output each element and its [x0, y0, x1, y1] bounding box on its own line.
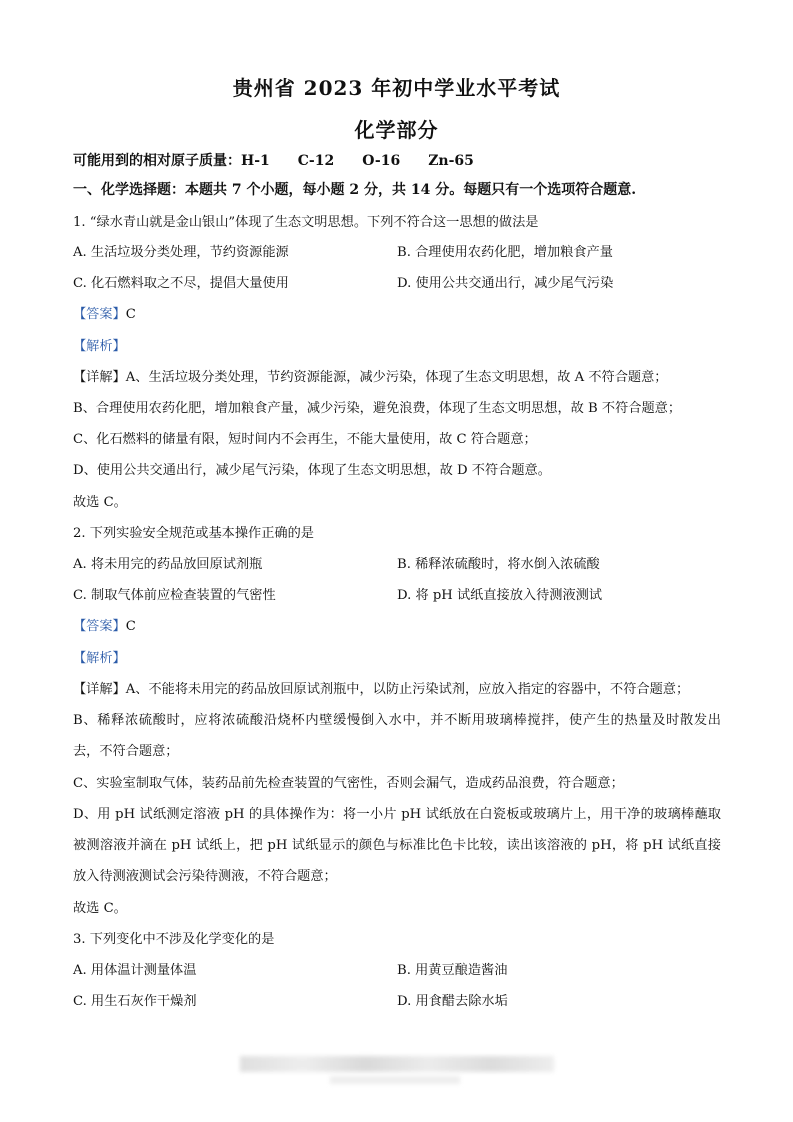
question-2-option-b: B. 稀释浓硫酸时，将水倒入浓硫酸 — [397, 557, 600, 572]
question-1-analysis-tag: 【解析】 — [73, 339, 126, 354]
page-subtitle: 化学部分 — [354, 118, 439, 142]
question-1-detail-d: D、使用公共交通出行，减少尾气污染，体现了生态文明思想，故 D 不符合题意。 — [73, 463, 551, 478]
detail-tag: 【详解】 — [73, 370, 126, 385]
question-1-option-d: D. 使用公共交通出行，减少尾气污染 — [397, 276, 614, 291]
question-1-option-b: B. 合理使用农药化肥，增加粮食产量 — [397, 245, 613, 260]
question-1-detail-line — [73, 370, 668, 386]
question-2-option-a: A. 将未用完的药品放回原试剂瓶 — [73, 557, 263, 572]
detail-text: A、不能将未用完的药品放回原试剂瓶中，以防止污染试剂，应放入指定的容器中，不符合题意； — [125, 682, 690, 697]
question-3-option-a: A. 用体温计测量体温 — [73, 963, 197, 978]
question-2-analysis-tag: 【解析】 — [73, 651, 126, 666]
question-1-detail-c: C、化石燃料的储量有限，短时间内不会再生，不能大量使用，故 C 符合题意； — [73, 432, 537, 447]
question-2-detail-d-cont1: 被测溶液并滴在 pH 试纸上，把 pH 试纸显示的颜色与标准比色卡比较，读出该溶液的 pH，将 pH 试纸直接 — [73, 838, 721, 853]
atomic-mass-line: 可能用到的相对原子质量：H-1 C-12 O-16 Zn-65 — [73, 153, 474, 169]
question-1-answer — [73, 307, 136, 323]
question-2-detail-b: B、稀释浓硫酸时，应将浓硫酸沿烧杯内壁缓慢倒入水中，并不断用玻璃棒搅拌，使产生的热量及时散发出 — [73, 713, 721, 728]
question-2-detail-d: D、用 pH 试纸测定溶液 pH 的具体操作为：将一小片 pH 试纸放在白瓷板或玻璃片上，用干净的玻璃棒蘸取 — [73, 807, 721, 822]
detail-tag: 【详解】 — [73, 682, 126, 697]
blurred-footer-watermark — [240, 1056, 554, 1072]
question-1-stem: 1. “绿水青山就是金山银山”体现了生态文明思想。下列不符合这一思想的做法是 — [73, 215, 539, 230]
question-2-option-c: C. 制取气体前应检查装置的气密性 — [73, 588, 276, 603]
page-title: 贵州省 2023 年初中学业水平考试 — [232, 76, 561, 100]
question-2-option-d: D. 将 pH 试纸直接放入待测液测试 — [397, 588, 603, 603]
answer-tag: 【答案】 — [73, 307, 126, 322]
answer-tag: 【答案】 — [73, 619, 126, 634]
question-3-stem: 3. 下列变化中不涉及化学变化的是 — [73, 932, 275, 947]
detail-text: A、生活垃圾分类处理，节约资源能源，减少污染，体现了生态文明思想，故 A 不符合题意； — [125, 370, 668, 385]
question-3-option-c: C. 用生石灰作干燥剂 — [73, 994, 197, 1009]
question-2-detail-line — [73, 682, 689, 698]
question-3-option-b: B. 用黄豆酿造酱油 — [397, 963, 508, 978]
question-2-answer — [73, 619, 136, 635]
question-2-detail-d-cont2: 放入待测液测试会污染待测液，不符合题意； — [73, 869, 337, 884]
question-1-detail-b: B、合理使用农药化肥，增加粮食产量，减少污染，避免浪费，体现了生态文明思想，故 B 不符合题意； — [73, 401, 682, 416]
question-3-option-d: D. 用食醋去除水垢 — [397, 994, 508, 1009]
question-2-detail-c: C、实验室制取气体，装药品前先检查装置的气密性，否则会漏气，造成药品浪费，符合题意； — [73, 776, 624, 791]
question-2-conclusion: 故选 C。 — [73, 901, 127, 916]
question-1-option-c: C. 化石燃料取之不尽，提倡大量使用 — [73, 276, 289, 291]
answer-value: C — [125, 307, 136, 322]
question-1-conclusion: 故选 C。 — [73, 495, 127, 510]
section-heading: 一、化学选择题：本题共 7 个小题，每小题 2 分，共 14 分。每题只有一个选项符合题意. — [73, 182, 637, 198]
question-1-option-a: A. 生活垃圾分类处理，节约资源能源 — [73, 245, 289, 260]
question-2-stem: 2. 下列实验安全规范或基本操作正确的是 — [73, 526, 314, 541]
answer-value: C — [125, 619, 136, 634]
question-2-detail-b-cont: 去，不符合题意； — [73, 744, 179, 759]
blurred-footer-watermark-line — [330, 1076, 460, 1084]
